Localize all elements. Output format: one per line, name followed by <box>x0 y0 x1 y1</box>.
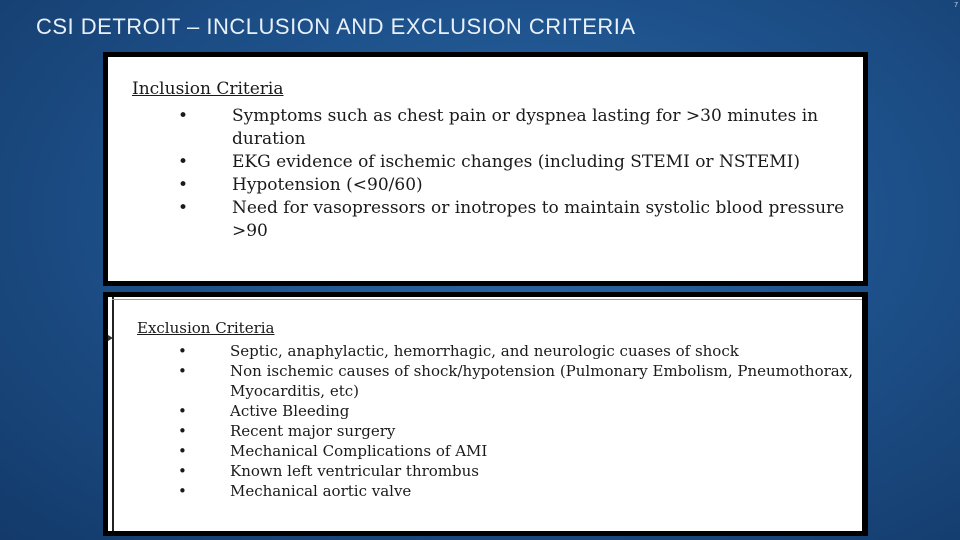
divider <box>112 297 114 531</box>
exclusion-item <box>178 361 858 401</box>
exclusion-item <box>178 481 858 501</box>
exclusion-item <box>178 441 858 461</box>
inclusion-item-text: Need for vasopressors or inotropes to maintain systolic blood pressure >90 <box>232 198 845 241</box>
bullet-icon: • <box>178 442 187 460</box>
inclusion-item-text: EKG evidence of ischemic changes (including STEMI or NSTEMI) <box>232 152 800 172</box>
inclusion-item <box>178 151 858 174</box>
arrow-marker-icon <box>108 335 113 341</box>
bullet-icon: • <box>178 482 187 500</box>
exclusion-item <box>178 461 858 481</box>
exclusion-item-text: Known left ventricular thrombus <box>230 462 480 480</box>
inclusion-item-text: Hypotension (<90/60) <box>232 175 423 195</box>
bullet-icon: • <box>178 362 187 380</box>
exclusion-criteria-panel <box>103 292 868 536</box>
exclusion-list <box>178 341 858 501</box>
bullet-icon: • <box>178 422 187 440</box>
exclusion-item-text: Recent major surgery <box>230 422 396 440</box>
exclusion-item-text: Mechanical aortic valve <box>230 482 412 500</box>
slide-title: CSI DETROIT – INCLUSION AND EXCLUSION CRITERIA <box>36 14 636 39</box>
slide-number: 7 <box>954 2 958 9</box>
bullet-icon: • <box>178 198 189 218</box>
exclusion-item-text: Septic, anaphylactic, hemorrhagic, and neurologic cuases of shock <box>230 342 739 360</box>
inclusion-item <box>178 197 858 243</box>
inclusion-item <box>178 105 858 151</box>
bullet-icon: • <box>178 152 189 172</box>
inclusion-item <box>178 174 858 197</box>
exclusion-heading: Exclusion Criteria <box>137 319 275 337</box>
bullet-icon: • <box>178 342 187 360</box>
inclusion-heading: Inclusion Criteria <box>132 79 284 99</box>
divider <box>112 299 862 300</box>
bullet-icon: • <box>178 106 189 126</box>
inclusion-item-text: Symptoms such as chest pain or dyspnea lasting for >30 minutes in duration <box>232 106 819 149</box>
exclusion-item-text: Non ischemic causes of shock/hypotension (Pulmonary Embolism, Pneumothorax, Myocarditis, etc) <box>230 362 853 400</box>
inclusion-list <box>178 105 858 243</box>
exclusion-item-text: Active Bleeding <box>230 402 350 420</box>
exclusion-item <box>178 401 858 421</box>
exclusion-item <box>178 421 858 441</box>
bullet-icon: • <box>178 462 187 480</box>
inclusion-criteria-panel <box>103 52 868 286</box>
bullet-icon: • <box>178 402 187 420</box>
exclusion-item <box>178 341 858 361</box>
bullet-icon: • <box>178 175 189 195</box>
exclusion-item-text: Mechanical Complications of AMI <box>230 442 488 460</box>
